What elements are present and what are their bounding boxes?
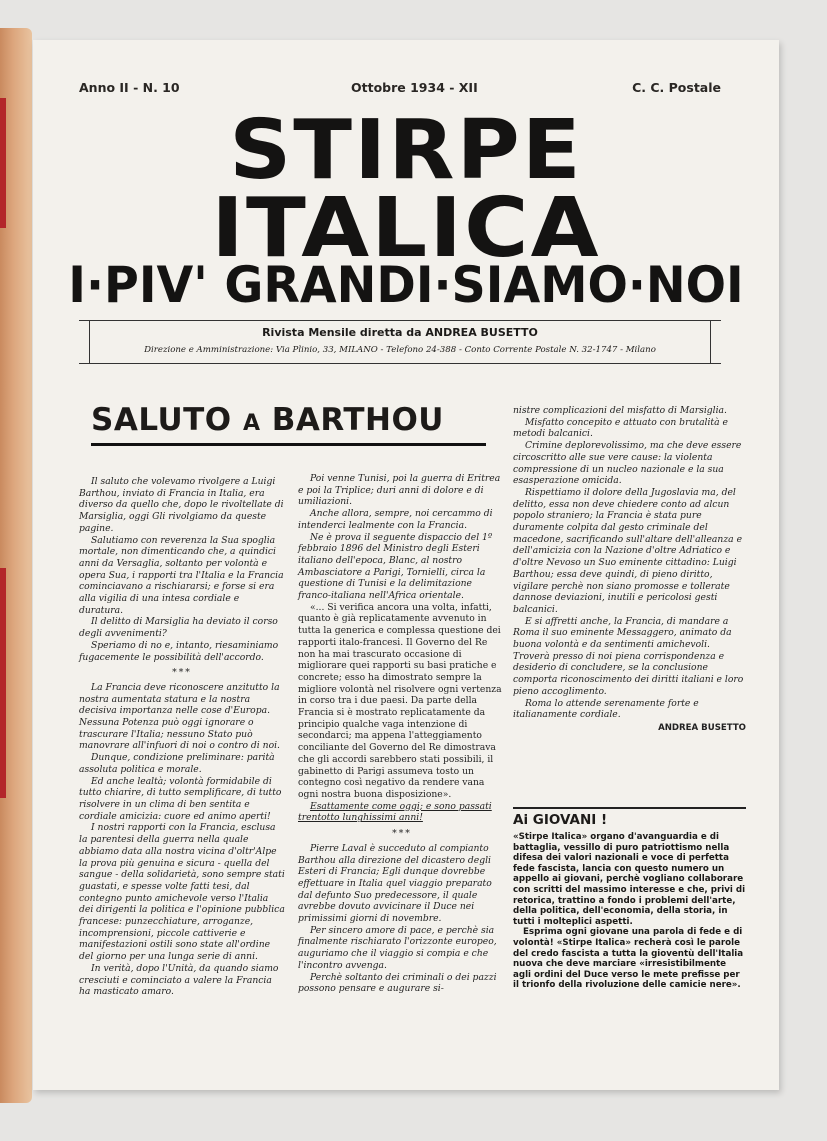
masthead-title-line-2: ITALICA: [211, 181, 601, 276]
paragraph: Rispettiamo il dolore della Jugoslavia ma, del delitto, essa non deve chiedere conto ad alcun popolo straniero; la Francia è stata pure duramente colpita dal gesto criminale del macedone, sacrificando sull'altare dell'alleanza e dell'amicizia con la Nazione d'oltre Adriatico e d'oltre Nevoso un Suo eminente cittadino: Luigi Barthou; essa deve quindi, di pieno diritto, vigilare perchè non siano promosse e tollerate dannose deviazioni, inutili e pericolosi gesti balcanici.: [513, 486, 743, 615]
magazine-page: [33, 40, 779, 1090]
paragraph: In verità, dopo l'Unità, da quando siamo cresciuti e cominciato a valere la Francia ha masticato amaro.: [79, 962, 279, 998]
paragraph: E si affretti anche, la Francia, di mandare a Roma il suo eminente Messaggero, animato da buona volontà e da sentimenti amichevoli. Troverà presso di noi piena corrispondenza e desiderio di concludere, se la conclusione comporta riconoscimento dei diritti italiani e loro pieno accoglimento.: [513, 615, 744, 697]
paragraph: Salutiamo con reverenza la Sua spoglia mortale, non dimenticando che, a quindici anni da Versaglia, soltanto per volontà e opera Sua, i rapporti tra l'Italia e la Francia cominciavano a rischiararsi; e forse si era alla vigilia di una intesa cordiale e duratura.: [79, 534, 284, 616]
editor-line: Rivista Mensile diretta da ANDREA BUSETTO: [262, 326, 538, 339]
youth-appeal-title: Ai GIOVANI !: [513, 812, 608, 828]
article-headline: [91, 402, 501, 442]
paragraph: Dunque, condizione preliminare: parità assoluta politica e morale.: [79, 752, 275, 775]
paragraph: I nostri rapporti con la Francia, esclusa la parentesi della guerra nella quale abbiamo data alla nostra vicina d'oltr'Alpe la prova più genuina e sicura - quella del sangue - della solidarietà, sono sempre stati guastati, e spesse volte fatti tesi, dal contegno punto amichevole verso l'Italia dei dirigenti la politica e l'opinione pubblica francese: punzecchiature, arroganze, incomprensioni, piccole cattiverie e manifestazioni ostili sono state all'ordine del giorno per una lunga serie di anni.: [79, 822, 285, 963]
headline-word: SALUTO: [91, 402, 232, 438]
quoted-dispatch: «... Si verifica ancora una volta, infatti, quanto è già replicatamente avvenuto in tutta la generica e complessa questione dei rapporti italo-francesi. Il Governo del Re non ha mai trascurato occasione di migliorare quei rapporti su basi pratiche e concrete; esso ha dimostrato sempre la migliore volontà nel risolvere ogni vertenza in corso tra i due paesi. Da parte della Francia si è mostrato replicatamente da principio qualche vaga intenzione di secondarci; ma appena l'atteggiamento conciliante del Governo del Re dimostrava che gli accordi sarebbero stati possibili, il gabinetto di Parigi assumeva tosto un contegno così negativo da rendere vana ogni nostra buona disposizione».: [298, 601, 502, 800]
paragraph: Esprima ogni giovane una parola di fede e di volontà! «Stirpe Italica» recherà così le parole del credo fascista a tutta la gioventù dell'Italia nuova che deve marciare «irresistibilmente agli ordini del Duce verso le mete prefisse per il trionfo della rivoluzione delle camicie nere».: [513, 927, 744, 991]
paragraph: Crimine deplorevolissimo, ma che deve essere circoscritto alle sue vere cause: la violenta compressione di un nucleo nazionale e la sua esasperazione omicida.: [513, 440, 742, 487]
masthead-title-line-1: STIRPE: [229, 103, 583, 198]
issue-number: Anno II - N. 10: [79, 80, 180, 95]
paragraph: Ed anche lealtà; volontà formidabile di tutto chiarire, di tutto semplificare, di tutto risolvere in un clima di ben sentita e cordiale amicizia: cuore ed animo aperti!: [79, 775, 282, 822]
article-column-1: [79, 476, 285, 998]
headline-word: BARTHOU: [271, 402, 444, 438]
paragraph: Il delitto di Marsiglia ha deviato il corso degli avvenimenti?: [79, 616, 278, 640]
paragraph: Pierre Laval è succeduto al compianto Barthou alla direzione del dicastero degli Esteri di Francia; Egli dunque dovrebbe effettuare in Italia quel viaggio preparato dal defunto Suo predecessore, il quale avrebbe dovuto avvicinare il Duce nei primissimi giorni di novembre.: [298, 842, 492, 925]
paragraph: Speriamo di no e, intanto, riesaminiamo fugacemente le possibilità dell'accordo.: [79, 639, 279, 663]
masthead-motto: I·PIV' GRANDI·SIAMO·NOI: [68, 256, 744, 314]
headline-rule: [91, 443, 486, 446]
section-separator: ***: [392, 828, 412, 840]
youth-appeal-text: [513, 832, 746, 991]
binding-mark: [0, 568, 6, 798]
headline-word: A: [242, 411, 261, 436]
issue-line: [79, 80, 721, 96]
issue-date: Ottobre 1934 - XII: [351, 80, 478, 95]
box-rule: [513, 807, 746, 809]
masthead-info-box: [79, 320, 721, 364]
section-separator: ***: [172, 667, 192, 679]
author-signature: ANDREA BUSETTO: [658, 722, 746, 733]
paragraph: Il saluto che volevamo rivolgere a Luigi Barthou, inviato di Francia in Italia, era diverso da quello che, dopo le rivoltellate di Marsiglia, oggi Gli rivolgiamo da queste pagine.: [79, 476, 284, 534]
paragraph: Perchè soltanto dei criminali o dei pazzi possono pensare e augurare si-: [298, 971, 497, 995]
binding-mark: [0, 98, 6, 228]
paragraph: Anche allora, sempre, noi cercammo di intenderci lealmente con la Francia.: [298, 508, 493, 531]
paragraph: Roma lo attende serenamente forte e italianamente cordiale.: [513, 697, 699, 721]
paragraph: La Francia deve riconoscere anzitutto la nostra aumentata statura e la nostra decisiva importanza nelle cose d'Europa. Nessuna Potenza può oggi ignorare o trascurare l'Italia; nessuno Stato può manovrare all'infuori di noi o contro di noi.: [79, 681, 280, 752]
article-column-2: [298, 473, 506, 995]
paragraph: Misfatto concepito e attuato con brutalità e metodi balcanici.: [513, 416, 728, 440]
address-line: Direzione e Amministrazione: Via Plinio, 33, MILANO - Telefono 24-388 - Conto Corrente Postale N. 32-1747 - Milano: [144, 345, 656, 355]
article-column-3: [513, 405, 746, 735]
postal-note: C. C. Postale: [632, 80, 721, 95]
paragraph: Poi venne Tunisi, poi la guerra di Eritrea e poi la Triplice; duri anni di dolore e di umiliazioni.: [298, 473, 501, 508]
paragraph: Per sincero amore di pace, e perchè sia finalmente rischiarato l'orizzonte europeo, auguriamo che il viaggio si compia e che l'incontro avvenga.: [298, 924, 497, 971]
paragraph: Esattamente come oggi; e sono passati trentotto lunghissimi anni!: [298, 800, 492, 824]
paragraph: Ne è prova il seguente dispaccio del 1º febbraio 1896 del Ministro degli Esteri italiano dell'epoca, Blanc, al nostro Ambasciatore a Parigi, Tornielli, circa la questione di Tunisi e la delimitazione franco-italiana nell'Africa orientale.: [298, 531, 493, 602]
paragraph: «Stirpe Italica» organo d'avanguardia e di battaglia, vessillo di puro patriottismo nella difesa dei valori nazionali e voce di perfetta fede fascista, lancia con questo numero un appello ai giovani, perchè vogliano collaborare con scritti del massimo interesse e che, privi di retorica, trattino a fondo i problemi dell'arte, della politica, dell'economia, della storia, in tutti i molteplici aspetti.: [513, 832, 746, 927]
paragraph: nistre complicazioni del misfatto di Marsiglia.: [513, 405, 727, 416]
